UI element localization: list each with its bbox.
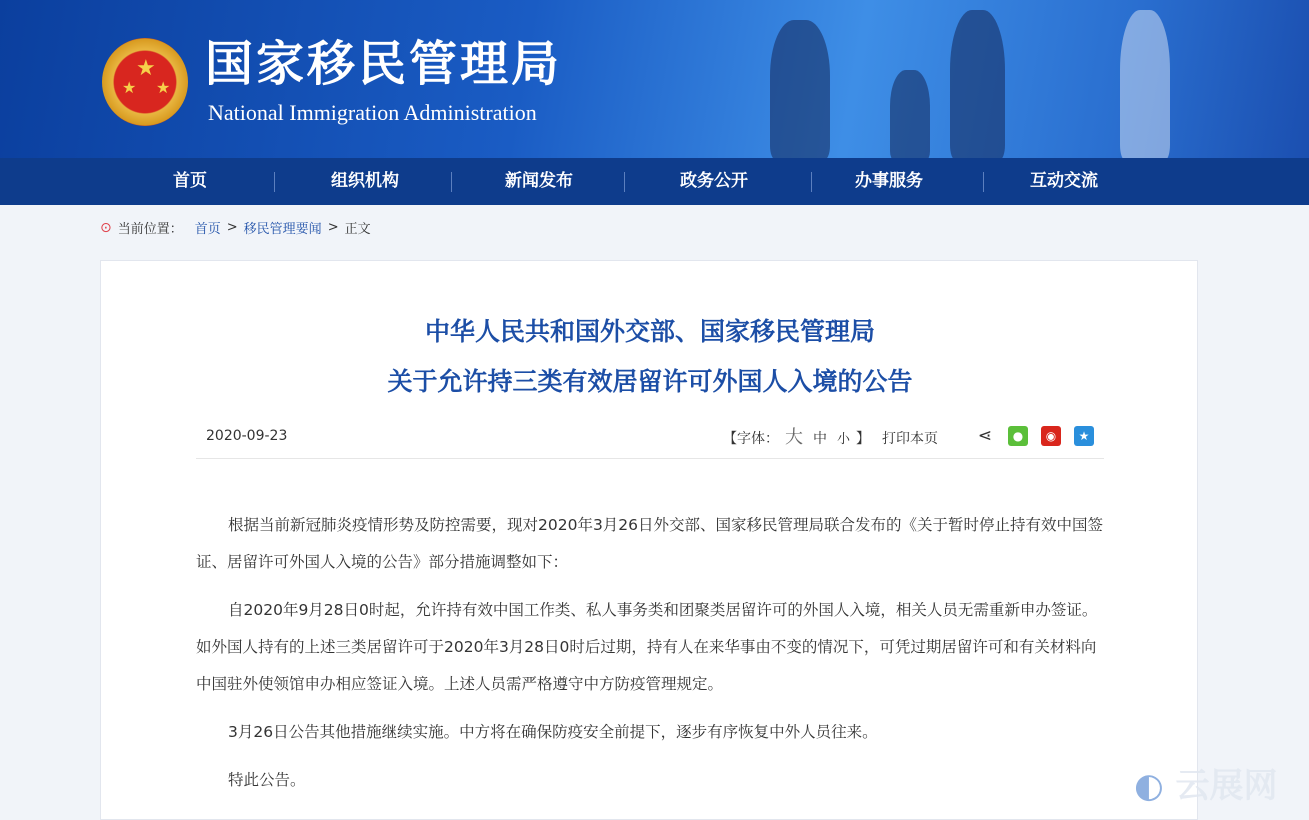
- font-large-button[interactable]: 大: [784, 427, 803, 448]
- publish-date: 2020-09-23: [206, 428, 288, 444]
- wechat-icon[interactable]: ●: [1008, 426, 1028, 446]
- print-button[interactable]: 打印本页: [882, 431, 938, 447]
- site-title-en: National Immigration Administration: [208, 100, 537, 125]
- font-medium-button[interactable]: 中: [812, 431, 827, 447]
- font-small-button[interactable]: 小: [836, 432, 850, 447]
- main-nav: [0, 158, 1309, 205]
- nav-home[interactable]: 首页: [173, 171, 207, 191]
- share-icon[interactable]: ⋖: [977, 426, 993, 446]
- paragraph-4: 特此公告。: [228, 771, 306, 789]
- watermark-text: 云展网: [1175, 766, 1278, 806]
- watermark: [1134, 758, 1278, 807]
- article-card: [100, 260, 1198, 820]
- breadcrumb-label: 当前位置：: [117, 222, 183, 237]
- article-title-line2: 关于允许持三类有效居留许可外国人入境的公告: [387, 367, 913, 396]
- breadcrumb-current: 正文: [344, 222, 371, 237]
- font-label: 【字体：: [722, 431, 779, 447]
- location-pin-icon: ⊙: [100, 219, 112, 236]
- paragraph-3: 3月26日公告其他措施继续实施。中方将在确保防疫安全前提下，逐步有序恢复中外人员往来。: [228, 723, 878, 741]
- paragraph-1: 根据当前新冠肺炎疫情形势及防控需要，现对2020年3月26日外交部、国家移民管理局联合发布的《关于暂时停止持有效中国签证、居留许可外国人入境的公告》部分措施调整如下：: [196, 516, 1104, 571]
- nav-organization[interactable]: 组织机构: [331, 171, 399, 191]
- nav-news[interactable]: 新闻发布: [505, 171, 573, 191]
- paragraph-2: 自2020年9月28日0时起，允许持有效中国工作类、私人事务类和团聚类居留许可的外国人入境，相关人员无需重新申办签证。如外国人持有的上述三类居留许可于2020年3月28日0时后过期，持有人在来华事由不变的情况下，可凭过期居留许可和有关材料向中国驻外使领馆申办相应签证入境。上述人员需严格遵守中方防疫管理规定。: [196, 601, 1098, 693]
- font-close: 】: [856, 431, 870, 447]
- site-title: 国家移民管理局: [205, 36, 563, 92]
- breadcrumb-sep: >: [226, 220, 238, 235]
- site-header: [0, 0, 1309, 158]
- weibo-icon[interactable]: ◉: [1041, 426, 1061, 446]
- breadcrumb-home[interactable]: 首页: [194, 222, 221, 237]
- article-body: [196, 507, 1104, 810]
- qzone-icon[interactable]: ★: [1074, 426, 1094, 446]
- article-meta: [196, 414, 1104, 459]
- national-emblem-logo: ★ ★ ★: [102, 38, 188, 126]
- font-size-control: [723, 423, 938, 449]
- breadcrumb-sep: >: [327, 220, 339, 235]
- nav-services[interactable]: 办事服务: [855, 171, 923, 191]
- nav-government-affairs[interactable]: 政务公开: [680, 171, 748, 191]
- breadcrumb-news[interactable]: 移民管理要闻: [243, 222, 322, 237]
- article-title-line1: 中华人民共和国外交部、国家移民管理局: [424, 317, 875, 346]
- nav-interaction[interactable]: 互动交流: [1030, 171, 1098, 191]
- watermark-logo-icon: ◐: [1134, 766, 1164, 806]
- breadcrumb: [100, 218, 371, 237]
